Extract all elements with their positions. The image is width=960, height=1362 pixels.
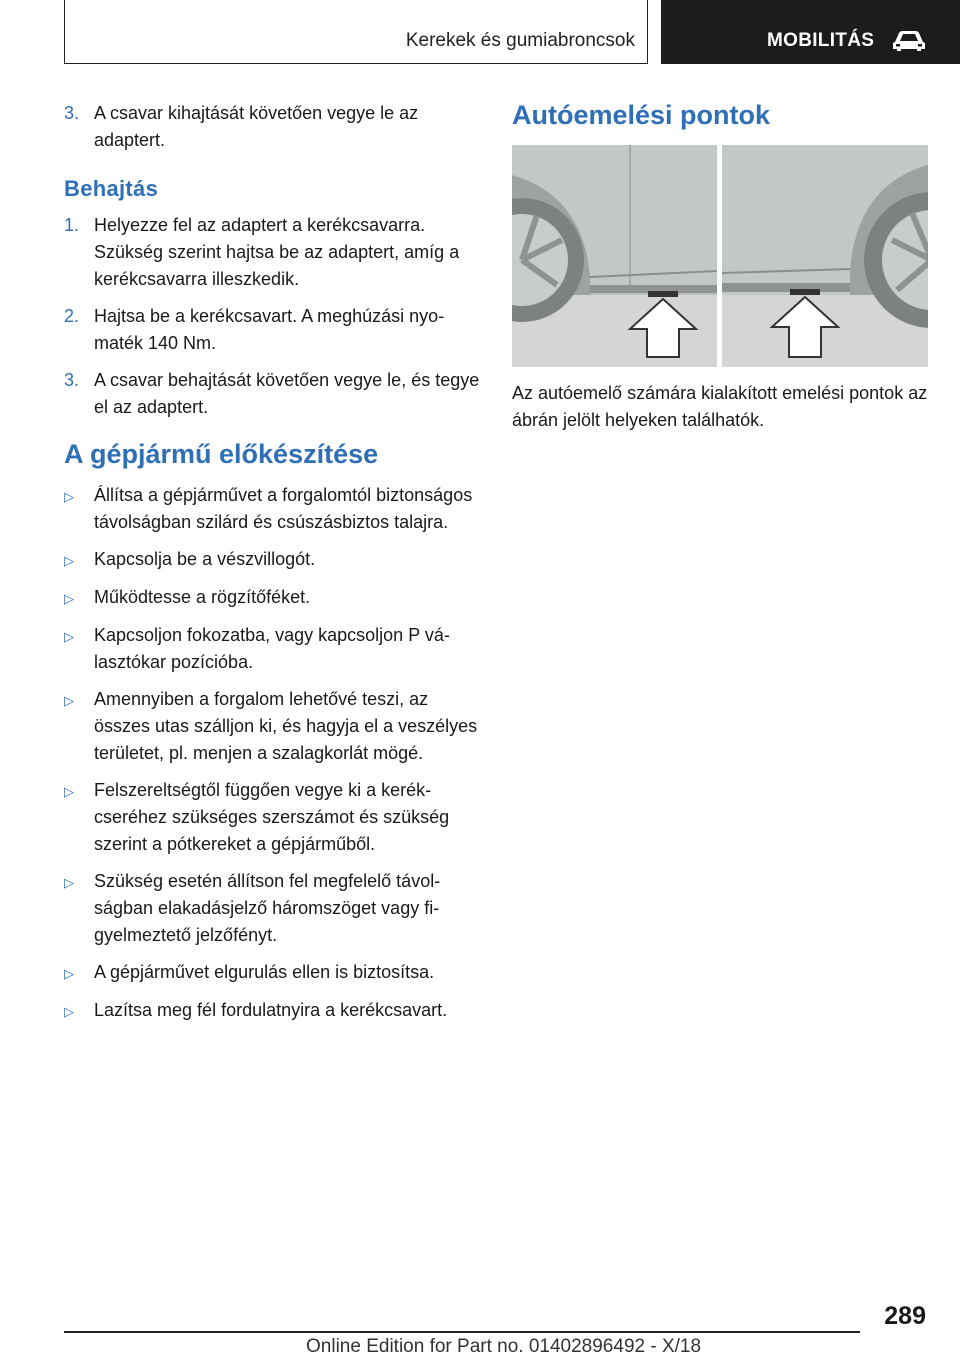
bullet-triangle-icon: ▷ (64, 966, 74, 981)
bullet-text: Működtesse a rögzítőféket. (94, 587, 311, 607)
bullet-text: Állítsa a gépjárművet a forgalomtól biztonságos távolságban szilárd és csúszásbiztos talajra. (94, 485, 473, 532)
bullet-triangle-icon: ▷ (64, 1004, 74, 1019)
left-column (64, 100, 480, 1035)
bullet-triangle-icon: ▷ (64, 591, 74, 606)
bullet-text: A gépjárművet elgurulás ellen is biztosítsa. (94, 962, 435, 982)
step-text: A csavar kihajtását követően vegye le az adaptert. (94, 103, 419, 150)
bullet-item (64, 482, 480, 536)
bullet-triangle-icon: ▷ (64, 693, 74, 708)
step-text: A csavar behajtását követően vegye le, és tegye el az adaptert. (94, 370, 480, 417)
bullet-text: Felszereltségtől függően vegye ki a kerékcseréhez szükséges szerszámot és szükség szerint a pótkereket a gépjárműből. (94, 780, 450, 854)
car-icon (891, 28, 927, 52)
bullet-item (64, 997, 480, 1025)
step-item (64, 367, 480, 421)
bullet-text: Szükség esetén állítson fel megfelelő távolságban elakadásjelző háromszöget vagy figyelmeztető jelzőfényt. (94, 871, 441, 945)
bullet-item (64, 584, 480, 612)
right-column (512, 100, 928, 434)
page-number: 289 (884, 1302, 926, 1330)
prep-heading: A gépjármű előkészítése (64, 439, 379, 469)
bullet-item (64, 868, 480, 949)
bullet-item (64, 622, 480, 676)
bullet-item (64, 686, 480, 767)
bullet-text: Amennyiben a forgalom lehetővé teszi, az összes utas szálljon ki, és hagyja el a veszélyes területet, pl. menjen a szalagkorlát mögé. (94, 689, 478, 763)
figure-caption: Az autóemelő számára kialakított emelési pontok az ábrán jelölt helyeken találhatók. (512, 383, 928, 430)
footer-divider (64, 1331, 860, 1333)
edition-text: Online Edition for Part no. 01402896492 - X/18 (306, 1336, 702, 1357)
step-text: Helyezze fel az adaptert a kerékcsavarra. Szükség szerint hajtsa be az adaptert, amíg a kerékcsavarra illeszkedik. (94, 215, 460, 289)
step-number: 3. (64, 370, 80, 390)
bullet-triangle-icon: ▷ (64, 489, 74, 504)
bullet-triangle-icon: ▷ (64, 784, 74, 799)
step-number: 1. (64, 215, 80, 235)
jack-points-heading: Autóemelési pontok (512, 100, 771, 130)
bullet-triangle-icon: ▷ (64, 875, 74, 890)
behajtas-heading: Behajtás (64, 176, 159, 201)
header-chapter-box (64, 0, 648, 64)
step-number: 2. (64, 306, 80, 326)
rear-jack-point-panel (722, 145, 928, 367)
bullet-triangle-icon: ▷ (64, 629, 74, 644)
bullet-text: Kapcsolja be a vészvillogót. (94, 549, 316, 569)
front-jack-point-panel (512, 145, 717, 367)
bullet-item (64, 959, 480, 987)
chapter-title: Kerekek és gumiabroncsok (405, 30, 635, 51)
step-item (64, 100, 480, 154)
bullet-triangle-icon: ▷ (64, 553, 74, 568)
step-item (64, 212, 480, 293)
step-item (64, 303, 480, 357)
jack-points-figure (512, 145, 928, 367)
bullet-text: Kapcsoljon fokozatba, vagy kapcsoljon P választókar pozícióba. (94, 625, 450, 672)
step-text: Hajtsa be a kerékcsavart. A meghúzási nyomaték 140 Nm. (94, 306, 445, 353)
bullet-item (64, 546, 480, 574)
step-number: 3. (64, 103, 80, 123)
header-section-box (661, 0, 960, 64)
bullet-item (64, 777, 480, 858)
section-title: MOBILITÁS (767, 30, 875, 51)
bullet-text: Lazítsa meg fél fordulatnyira a kerékcsavart. (94, 1000, 448, 1020)
